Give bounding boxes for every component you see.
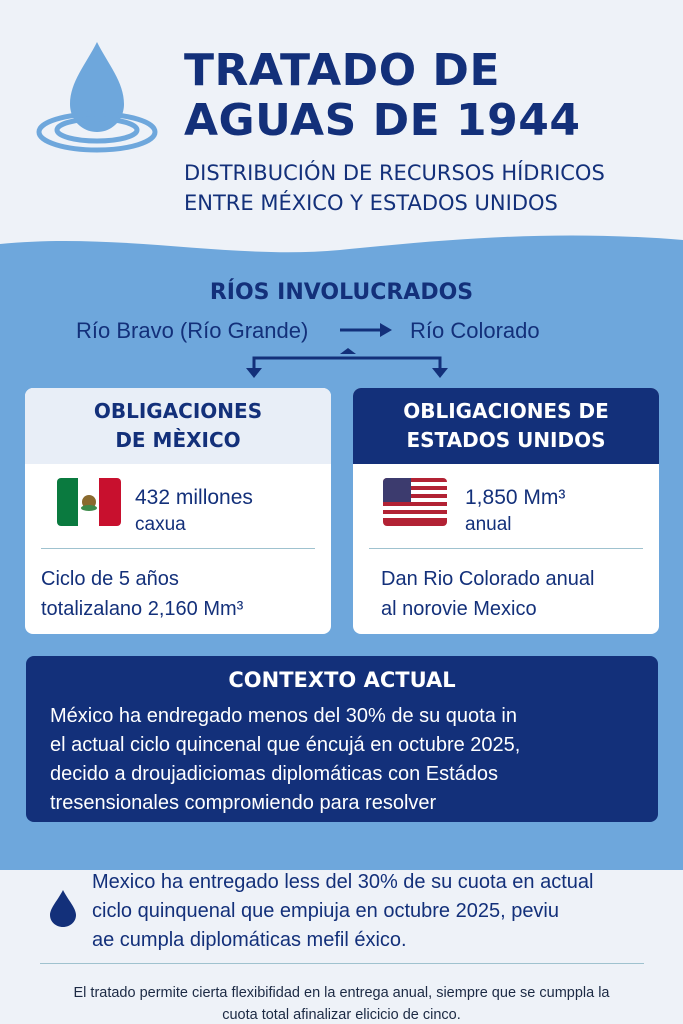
- small-water-drop-icon: [47, 888, 79, 928]
- water-drop-icon: [34, 38, 160, 156]
- divider: [41, 548, 315, 549]
- usa-card-heading: OBLIGACIONES DE ESTADOS UNIDOS: [353, 388, 659, 464]
- mexico-cycle-note: Ciclo de 5 años totalizalano 2,160 Mm³: [41, 568, 244, 620]
- page-title: TRATADO DE AGUAS DE 1944: [184, 45, 581, 146]
- usa-obligations-card: [353, 388, 659, 634]
- current-context-box: [26, 656, 658, 822]
- usa-flag-icon: [383, 478, 447, 526]
- mexico-flag-icon: [57, 478, 121, 526]
- river-colorado-label: Río Colorado: [410, 318, 540, 343]
- bottom-summary: Mexico ha entregado less del 30% de su cuota en actual ciclo quinquenal que empiuja en octubre 2025, peviu ae cumpla diplomáticas mefil éxico.: [92, 871, 594, 951]
- rivers-heading: RÍOS INVOLUCRADOS: [209, 280, 474, 305]
- context-title: CONTEXTO ACTUAL: [228, 668, 456, 692]
- mexico-amount: 432 millones: [135, 486, 253, 509]
- usa-amount-unit: anual: [465, 514, 512, 535]
- mexico-obligations-card: [25, 388, 331, 634]
- page-subtitle: DISTRIBUCIÓN DE RECURSOS HÍDRICOS ENTRE MÉXICO Y ESTADOS UNIDOS: [184, 161, 605, 215]
- footer-note: El tratado permite cierta flexibifidad en la entrega anual, siempre que se cumppla la cuota total afinalizar elicicio de cinco.: [73, 985, 610, 1023]
- context-body: México ha endregado menos del 30% de su quota in el actual ciclo quincenal que éncujá en octubre 2025, decido a droujadiciomas diplomáticas con Estádos tresensionales comprомiendo para resolver: [50, 705, 521, 814]
- usa-colorado-note: Dan Rio Colorado anual al norovie Mexico: [381, 568, 595, 620]
- mexico-amount-unit: caxua: [135, 514, 186, 535]
- usa-amount: 1,850 Mm³: [465, 486, 566, 509]
- mexico-card-heading: OBLIGACIONES DE MÈXICO: [25, 388, 331, 464]
- river-bravo-label: Río Bravo (Río Grande): [76, 318, 309, 343]
- divider: [369, 548, 643, 549]
- divider: [40, 963, 644, 964]
- rivers-arrows: [0, 310, 683, 380]
